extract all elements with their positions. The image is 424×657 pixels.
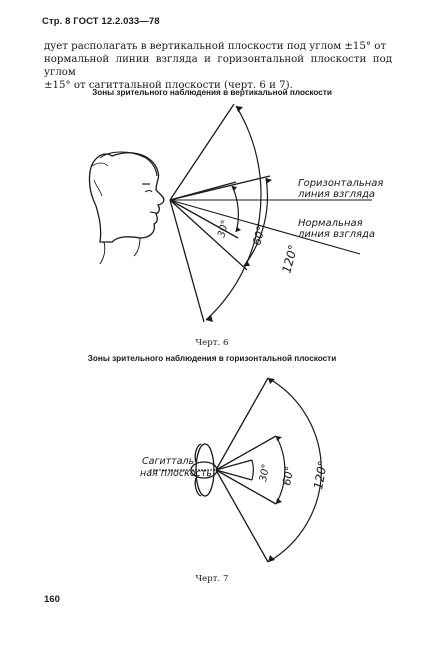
ray-lower-120 bbox=[170, 200, 204, 322]
angle-120: 120° bbox=[311, 459, 330, 491]
head-profile-icon bbox=[89, 153, 163, 242]
label-sagittal-1: Сагитталь- bbox=[142, 456, 198, 467]
page-number: 160 bbox=[44, 594, 60, 605]
angle-60: 60° bbox=[250, 224, 268, 247]
figure6-caption: Черт. 6 bbox=[195, 338, 229, 348]
ray-upper-120 bbox=[216, 378, 268, 470]
angle-30: 30° bbox=[216, 218, 232, 239]
figure7-title: Зоны зрительного наблюдения в горизонтальной плоскости bbox=[87, 354, 337, 363]
figure7-caption: Черт. 7 bbox=[195, 574, 229, 584]
paragraph-line: ±15° от сагиттальной плоскости (черт. 6 и 7). bbox=[44, 80, 293, 91]
body-paragraph bbox=[44, 40, 392, 92]
label-horizontal-line-2: линия взгляда bbox=[298, 189, 376, 200]
figure7-diagram bbox=[0, 366, 424, 572]
angle-60: 60° bbox=[280, 465, 297, 487]
ray-lower-120 bbox=[216, 470, 268, 562]
figure6-title: Зоны зрительного наблюдения в вертикальной плоскости bbox=[92, 88, 332, 97]
label-normal-line-1: Нормальная bbox=[298, 218, 363, 229]
label-horizontal-line-1: Горизонтальная bbox=[298, 178, 384, 189]
paragraph-line: нормальной линии взгляда и горизонтальной плоскости под углом bbox=[44, 54, 392, 78]
page-header: Стр. 8 ГОСТ 12.2.033—78 bbox=[42, 16, 160, 27]
figure6-diagram bbox=[0, 100, 424, 340]
paragraph-line: дует располагать в вертикальной плоскости под углом ±15° от bbox=[44, 41, 386, 52]
angle-120: 120° bbox=[279, 243, 301, 275]
arc-30 bbox=[252, 460, 253, 480]
angle-30: 30° bbox=[258, 463, 273, 483]
label-normal-line-2: линия взгляда bbox=[298, 229, 376, 240]
arc-30 bbox=[232, 186, 238, 232]
label-sagittal-2: ная плоскость bbox=[140, 468, 212, 479]
